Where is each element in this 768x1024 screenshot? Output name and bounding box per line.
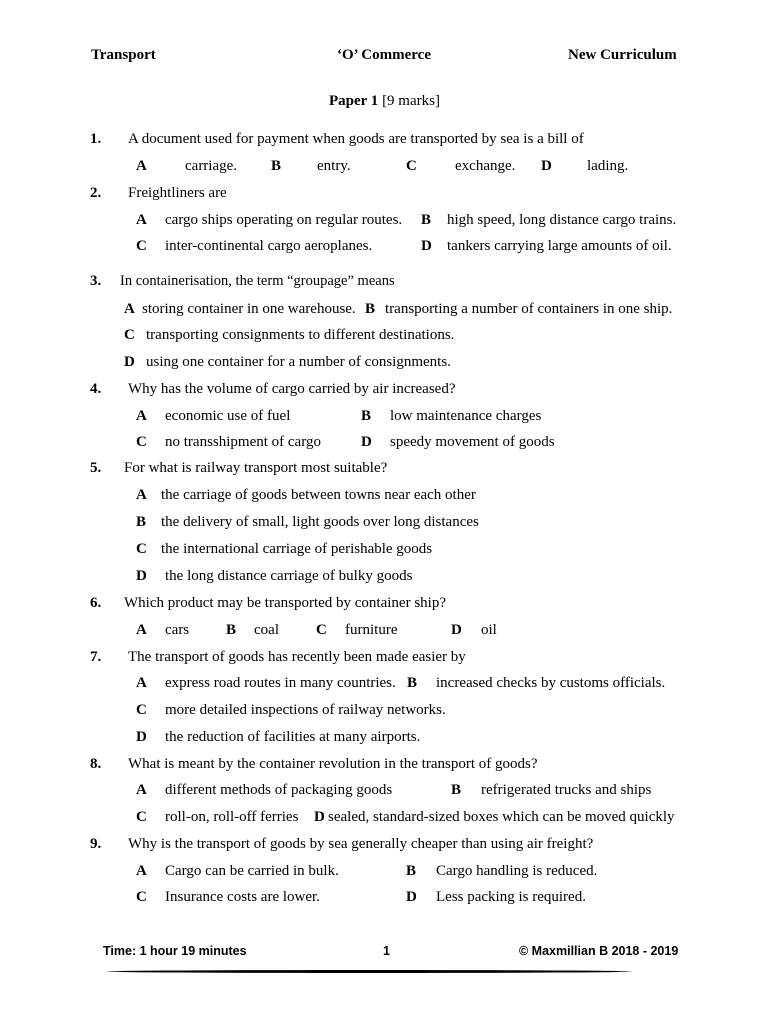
question-number: 2. [90, 185, 102, 201]
option-text: carriage. [185, 158, 238, 174]
option-d [136, 568, 147, 585]
option-letter: C [124, 327, 135, 343]
option-letter: A [136, 782, 147, 798]
option-a [136, 675, 147, 692]
option-letter: D [541, 158, 552, 174]
option-text: cargo ships operating on regular routes. [165, 212, 403, 228]
option-d [136, 729, 147, 746]
option-d [406, 889, 417, 906]
option-d [451, 622, 462, 639]
option-c [136, 889, 147, 906]
question-number: 3. [90, 273, 102, 289]
option-text: transporting a number of containers in one ship. [385, 301, 673, 317]
option-letter: C [136, 238, 147, 254]
question-number: 4. [90, 381, 102, 397]
option-text: different methods of packaging goods [165, 782, 393, 798]
option-text: roll-on, roll-off ferries [165, 809, 299, 825]
question-text: For what is railway transport most suitable? [124, 460, 388, 476]
option-b [407, 675, 417, 692]
option-a [136, 863, 147, 880]
option-letter: D [124, 354, 135, 370]
option-letter: D [406, 889, 417, 905]
option-letter: D [451, 622, 462, 638]
option-c [136, 809, 147, 826]
footer-time: Time: 1 hour 19 minutes [103, 944, 247, 958]
option-b [271, 158, 281, 175]
option-a [136, 487, 147, 504]
option-c [124, 327, 135, 344]
option-letter: C [316, 622, 327, 638]
option-c [136, 434, 147, 451]
option-text: Less packing is required. [436, 889, 586, 905]
option-letter: A [136, 622, 147, 638]
option-d [361, 434, 372, 451]
footer-copyright: © Maxmillian B 2018 - 2019 [519, 944, 679, 958]
option-letter: A [136, 487, 147, 503]
option-letter: A [136, 863, 147, 879]
option-b [451, 782, 461, 799]
option-letter: B [406, 863, 417, 879]
option-text: low maintenance charges [390, 408, 542, 424]
option-letter: C [136, 889, 147, 905]
option-letter: C [136, 434, 147, 450]
option-text: the international carriage of perishable goods [161, 541, 433, 557]
option-b [226, 622, 236, 639]
option-text: the carriage of goods between towns near each other [161, 487, 476, 503]
question-number: 8. [90, 756, 102, 772]
option-letter: B [271, 158, 282, 174]
option-a [136, 622, 147, 639]
option-text: lading. [587, 158, 629, 174]
option-c [136, 238, 147, 255]
paper-title-line [329, 93, 440, 110]
option-text: storing container in one warehouse. [142, 301, 356, 317]
option-text: economic use of fuel [165, 408, 291, 424]
option-text: entry. [317, 158, 351, 174]
option-d [421, 238, 432, 255]
option-b [136, 514, 146, 531]
option-letter: B [361, 408, 372, 424]
option-letter: B [365, 301, 376, 317]
option-letter: C [136, 541, 147, 557]
option-text: sealed, standard-sized boxes which can be moved quickly [328, 809, 675, 825]
question-number: 7. [90, 649, 102, 665]
option-text: no transshipment of cargo [165, 434, 321, 450]
option-a [124, 301, 135, 318]
option-text: using one container for a number of consignments. [146, 354, 451, 370]
question-text: A document used for payment when goods are transported by sea is a bill of [128, 131, 584, 147]
question-number: 1. [90, 131, 102, 147]
option-text: transporting consignments to different destinations. [146, 327, 455, 343]
option-text: coal [254, 622, 279, 638]
option-letter: A [136, 158, 147, 174]
option-a [136, 782, 147, 799]
option-b [365, 301, 375, 318]
option-text: more detailed inspections of railway networks. [165, 702, 446, 718]
question-number: 6. [90, 595, 102, 611]
option-text: inter-continental cargo aeroplanes. [165, 238, 373, 254]
question-text: Why has the volume of cargo carried by air increased? [128, 381, 456, 397]
option-a [136, 158, 147, 175]
option-text: high speed, long distance cargo trains. [447, 212, 677, 228]
option-b [361, 408, 371, 425]
option-letter: D [136, 729, 147, 745]
option-letter: C [136, 702, 147, 718]
option-letter: B [451, 782, 462, 798]
option-letter: C [136, 809, 147, 825]
option-letter: B [421, 212, 432, 228]
option-text: Insurance costs are lower. [165, 889, 320, 905]
option-letter: A [124, 301, 135, 317]
question-number: 5. [90, 460, 102, 476]
option-text: Cargo handling is reduced. [436, 863, 598, 879]
footer-rule [106, 970, 632, 973]
option-letter: A [136, 212, 147, 228]
option-text: Cargo can be carried in bulk. [165, 863, 339, 879]
option-text: oil [481, 622, 497, 638]
footer-page-number: 1 [383, 944, 390, 958]
option-c [406, 158, 417, 175]
option-a [136, 408, 147, 425]
option-letter: D [136, 568, 147, 584]
option-b [406, 863, 416, 880]
header-curriculum: New Curriculum [568, 47, 677, 63]
question-text: Why is the transport of goods by sea generally cheaper than using air freight? [128, 836, 594, 852]
paper-title: Paper 1 [329, 93, 379, 109]
option-d [124, 354, 135, 371]
option-letter: B [136, 514, 147, 530]
option-text: express road routes in many countries. [165, 675, 396, 691]
option-letter: A [136, 675, 147, 691]
option-c [136, 702, 147, 719]
option-letter: C [406, 158, 417, 174]
option-letter: B [407, 675, 418, 691]
option-text: the delivery of small, light goods over long distances [161, 514, 479, 530]
option-letter: B [226, 622, 237, 638]
option-c [316, 622, 327, 639]
option-text: the reduction of facilities at many airports. [165, 729, 421, 745]
question-text: The transport of goods has recently been made easier by [128, 649, 466, 665]
option-text: speedy movement of goods [390, 434, 555, 450]
header-level: ‘O’ Commerce [337, 47, 431, 63]
option-a [136, 212, 147, 229]
option-text: the long distance carriage of bulky goods [165, 568, 413, 584]
option-letter: D [361, 434, 372, 450]
question-text: Which product may be transported by container ship? [124, 595, 446, 611]
question-text: What is meant by the container revolution in the transport of goods? [128, 756, 538, 772]
option-text: increased checks by customs officials. [436, 675, 666, 691]
option-letter: A [136, 408, 147, 424]
header-subject: Transport [91, 47, 156, 63]
option-letter: D [314, 809, 325, 825]
paper-marks: [9 marks] [382, 93, 440, 109]
option-text: tankers carrying large amounts of oil. [447, 238, 672, 254]
question-text: In containerisation, the term “groupage” means [120, 273, 395, 289]
option-c [136, 541, 147, 558]
question-number: 9. [90, 836, 102, 852]
option-b [421, 212, 431, 229]
option-d [314, 809, 325, 826]
option-text: exchange. [455, 158, 516, 174]
question-text: Freightliners are [128, 185, 227, 201]
option-text: furniture [345, 622, 398, 638]
option-letter: D [421, 238, 432, 254]
option-text: refrigerated trucks and ships [481, 782, 652, 798]
option-text: cars [165, 622, 190, 638]
option-d [541, 158, 552, 175]
